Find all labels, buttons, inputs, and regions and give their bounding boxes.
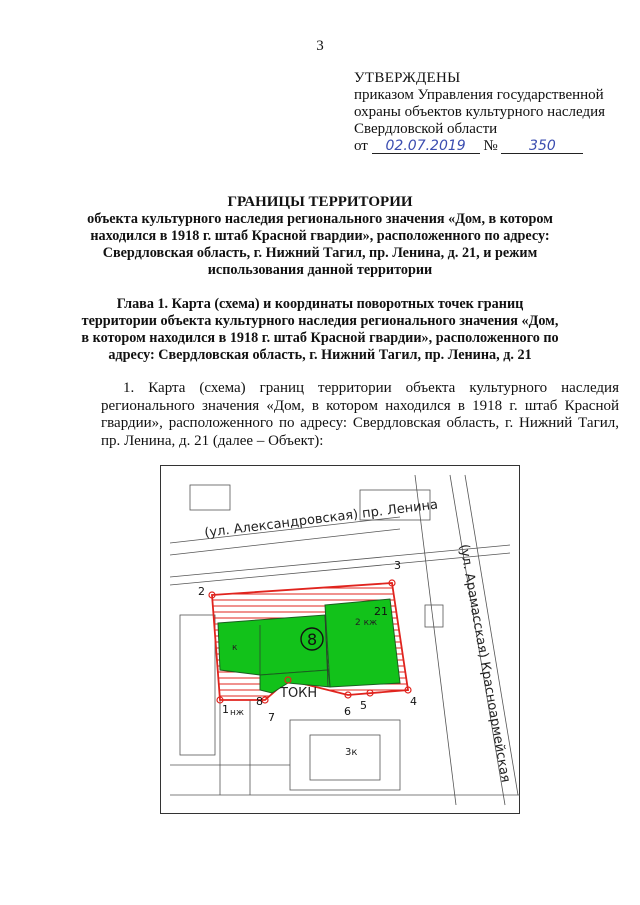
point-label-5: 5 bbox=[360, 699, 367, 712]
title-heading: ГРАНИЦЫ ТЕРРИТОРИИ bbox=[227, 194, 413, 210]
boundary-map bbox=[160, 465, 520, 814]
map-svg bbox=[160, 465, 520, 814]
date-field bbox=[372, 138, 480, 154]
paragraph-1: 1. Карта (схема) границ территории объекта культурного наследия регионального значения «Дом, в котором находился в 1918 г. штаб Красной гвардии», расположенного по адресу: Свердловская область, г. Нижний Тагил, пр. Ленина, д. 21 (далее – Объект): bbox=[101, 380, 619, 449]
label-nzh: нж bbox=[230, 708, 244, 718]
date-prefix: от bbox=[354, 138, 368, 154]
point-label-4: 4 bbox=[410, 695, 417, 708]
approval-block bbox=[354, 70, 624, 155]
page-number: 3 bbox=[316, 38, 324, 54]
point-label-6: 6 bbox=[344, 705, 351, 718]
approval-line-1: приказом Управления государственной bbox=[354, 87, 604, 103]
point-label-8: 8 bbox=[256, 695, 263, 708]
street-top-label: (ул. Александровская) пр. Ленина bbox=[203, 497, 439, 541]
street-right-label: (ул. Арамасская) Красноармейская bbox=[456, 543, 513, 784]
point-label-21: 21 bbox=[374, 605, 388, 618]
approval-line-3: Свердловской области bbox=[354, 121, 498, 137]
approval-date-line bbox=[354, 138, 624, 155]
label-k: к bbox=[232, 643, 238, 653]
approval-heading: УТВЕРЖДЕНЫ bbox=[354, 70, 461, 86]
point-label-1: 1 bbox=[222, 703, 229, 716]
label-2kzh: 2 кж bbox=[355, 618, 378, 628]
approval-line-2: охраны объектов культурного наследия bbox=[354, 104, 606, 120]
number-prefix: № bbox=[483, 138, 498, 154]
date-value: 02.07.2019 bbox=[385, 138, 466, 154]
chapter-heading: Глава 1. Карта (схема) и координаты поворотных точек границ территории объекта культурного наследия регионального значения «Дом, в котором находился в 1918 г. штаб Красной гвардии», расположенного по адресу: Свердловская область, г. Нижний Тагил, пр. Ленина, д. 21 bbox=[81, 296, 559, 363]
object-number: 8 bbox=[307, 630, 318, 649]
label-3k: 3к bbox=[345, 747, 358, 758]
label-tokn: ТОКН bbox=[280, 686, 318, 701]
number-value: 350 bbox=[529, 138, 556, 154]
point-label-3: 3 bbox=[394, 559, 401, 572]
document-title bbox=[80, 194, 560, 279]
title-body: объекта культурного наследия регионального значения «Дом, в котором находился в 1918 г. штаб Красной гвардии», расположенного по адресу: Свердловская область, г. Нижний Тагил, пр. Ленина, д. 21, и режим использования данной территории bbox=[87, 211, 553, 278]
point-label-2: 2 bbox=[198, 585, 205, 598]
number-field bbox=[501, 138, 583, 154]
point-label-7: 7 bbox=[268, 711, 275, 724]
